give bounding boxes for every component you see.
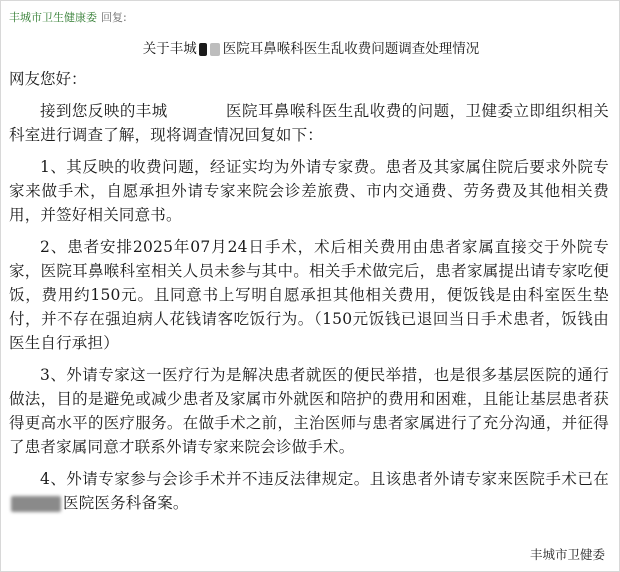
redaction-blur (11, 496, 61, 512)
reply-label: 回复: (101, 11, 127, 24)
paragraph-1: 1、其反映的收费问题，经证实均为外请专家费。患者及其家属住院后要求外院专家来做手术，自愿承担外请专家来院会诊差旅费、市内交通费、劳务费及其他相关费用，并签好相关同意书。 (9, 158, 609, 224)
paragraph-3: 3、外请专家这一医疗行为是解决患者就医的便民举措，也是很多基层医院的通行做法，目的是避免或减少患者及家属市外就医和陪护的费用和困难，且能让基层患者获得更高水平的医疗服务。在做手术之前，主治医师与患者家属进行了充分沟通，并征得了患者家属同意才联系外请专家来院会诊做手术。 (9, 366, 609, 456)
redaction-mark (199, 43, 207, 56)
intro-paragraph (9, 99, 609, 147)
reply-body (9, 67, 609, 523)
greeting: 网友您好： (9, 70, 87, 88)
intro-text-before: 接到您反映的丰城 (40, 102, 168, 120)
signature: 丰城市卫健委 (529, 547, 605, 562)
paragraph-4 (9, 467, 609, 515)
paragraph-2: 2、患者安排2025年07月24日手术，术后相关费用由患者家属直接交于外院专家，医院耳鼻喉科室相关人员未参与其中。相关手术做完后，患者家属提出请专家吃便饭，费用约150元。且同意书上写明自愿承担其他相关费用，便饭钱是由科室医生垫付，并不存在强迫病人花钱请客吃饭行为。（150元饭钱已退回当日手术患者，饭钱由医生自行承担） (9, 238, 609, 352)
redaction-mark (210, 43, 220, 56)
intro-text-after: 医院耳鼻喉科医生乱收费的问题，卫健委立即组织相关科室进行调查了解，现将调查情况回复如下： (9, 102, 609, 144)
reply-header (9, 9, 127, 25)
title-prefix: 关于丰城 (142, 41, 197, 57)
org-name-link[interactable]: 丰城市卫生健康委 (9, 11, 97, 24)
p4-text-before: 4、外请专家参与会诊手术并不违反法律规定。且该患者外请专家来医院手术已在 (40, 470, 609, 488)
p4-text-after: 医院医务科备案。 (63, 494, 189, 512)
reply-title (1, 37, 620, 57)
title-suffix: 医院耳鼻喉科医生乱收费问题调查处理情况 (222, 41, 480, 57)
